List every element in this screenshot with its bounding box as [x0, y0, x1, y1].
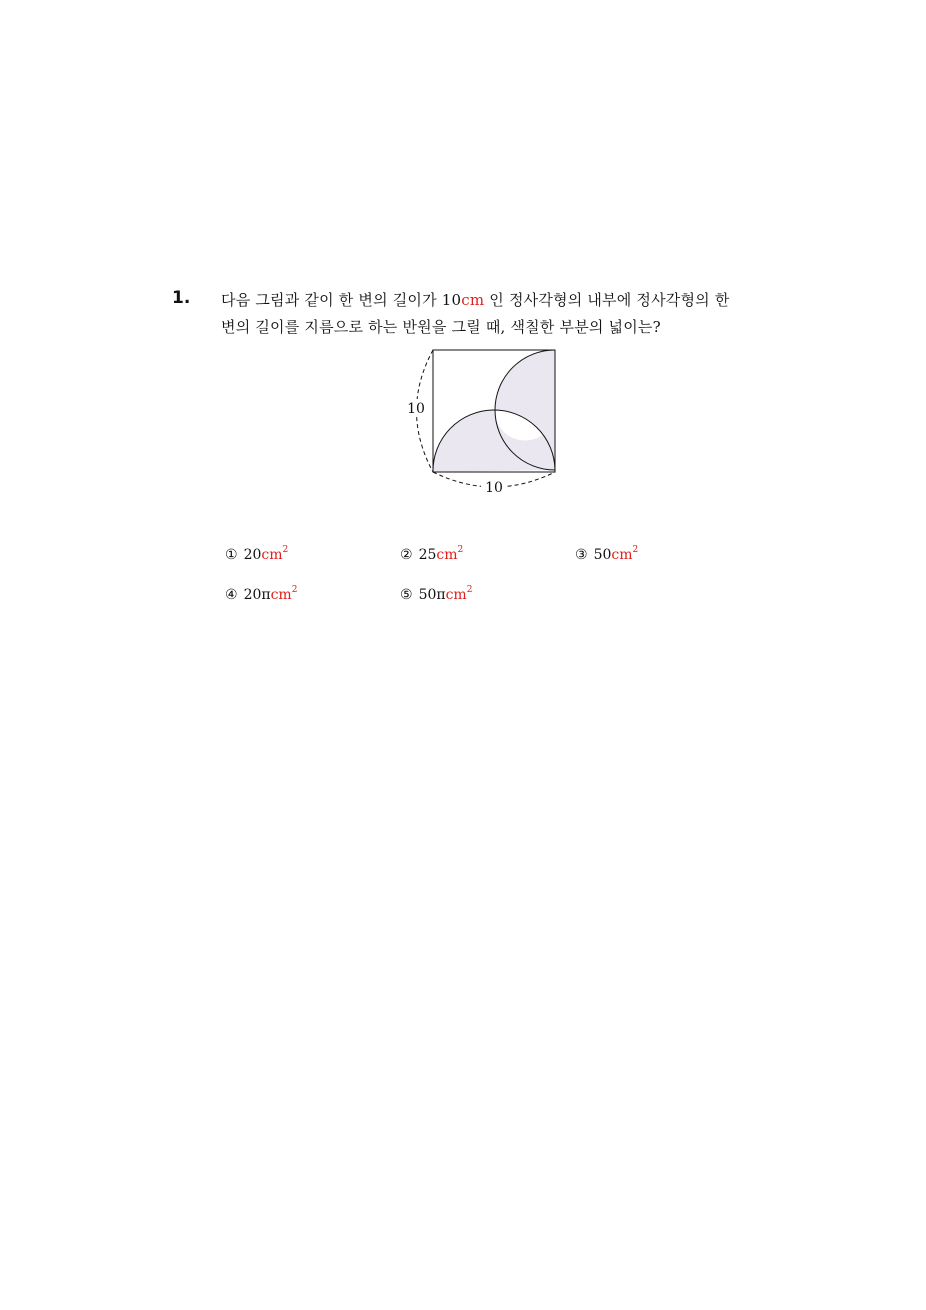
- question-text-line2: 변의 길이를 지름으로 하는 반원을 그릴 때, 색칠한 부분의 넓이는?: [221, 318, 661, 336]
- choice-value: 50π: [418, 587, 446, 603]
- choice-1[interactable]: [225, 545, 288, 563]
- choice-mark: ③: [575, 547, 588, 563]
- choice-exponent: 2: [466, 585, 473, 595]
- question-text-start: 다음 그림과 같이 한 변의 길이가 10: [221, 291, 462, 309]
- unit-cm: cm: [461, 291, 485, 309]
- question-text-end: 인 정사각형의 내부에 정사각형의 한: [489, 291, 730, 309]
- choice-unit: cm: [445, 587, 467, 603]
- choice-unit: cm: [270, 587, 292, 603]
- question-number: 1.: [172, 288, 191, 308]
- choice-exponent: 2: [457, 545, 464, 555]
- choice-unit: cm: [261, 547, 283, 563]
- choice-value: 20π: [243, 587, 271, 603]
- side-length-label: 10: [407, 401, 425, 417]
- choice-mark: ②: [400, 547, 413, 563]
- geometry-figure: [400, 340, 580, 500]
- choice-exponent: 2: [632, 545, 639, 555]
- choice-value: 25: [418, 547, 437, 563]
- choice-unit: cm: [436, 547, 458, 563]
- question-text-line1: [221, 289, 730, 310]
- choice-3[interactable]: [575, 545, 638, 563]
- choice-mark: ①: [225, 547, 238, 563]
- choice-mark: ⑤: [400, 587, 413, 603]
- choice-2[interactable]: [400, 545, 463, 563]
- choice-value: 50: [593, 547, 612, 563]
- choice-unit: cm: [611, 547, 633, 563]
- choice-4[interactable]: [225, 585, 297, 603]
- choice-value: 20: [243, 547, 262, 563]
- choice-exponent: 2: [291, 585, 298, 595]
- bottom-length-label: 10: [485, 480, 503, 496]
- choice-mark: ④: [225, 587, 238, 603]
- choice-5[interactable]: [400, 585, 472, 603]
- choice-exponent: 2: [282, 545, 289, 555]
